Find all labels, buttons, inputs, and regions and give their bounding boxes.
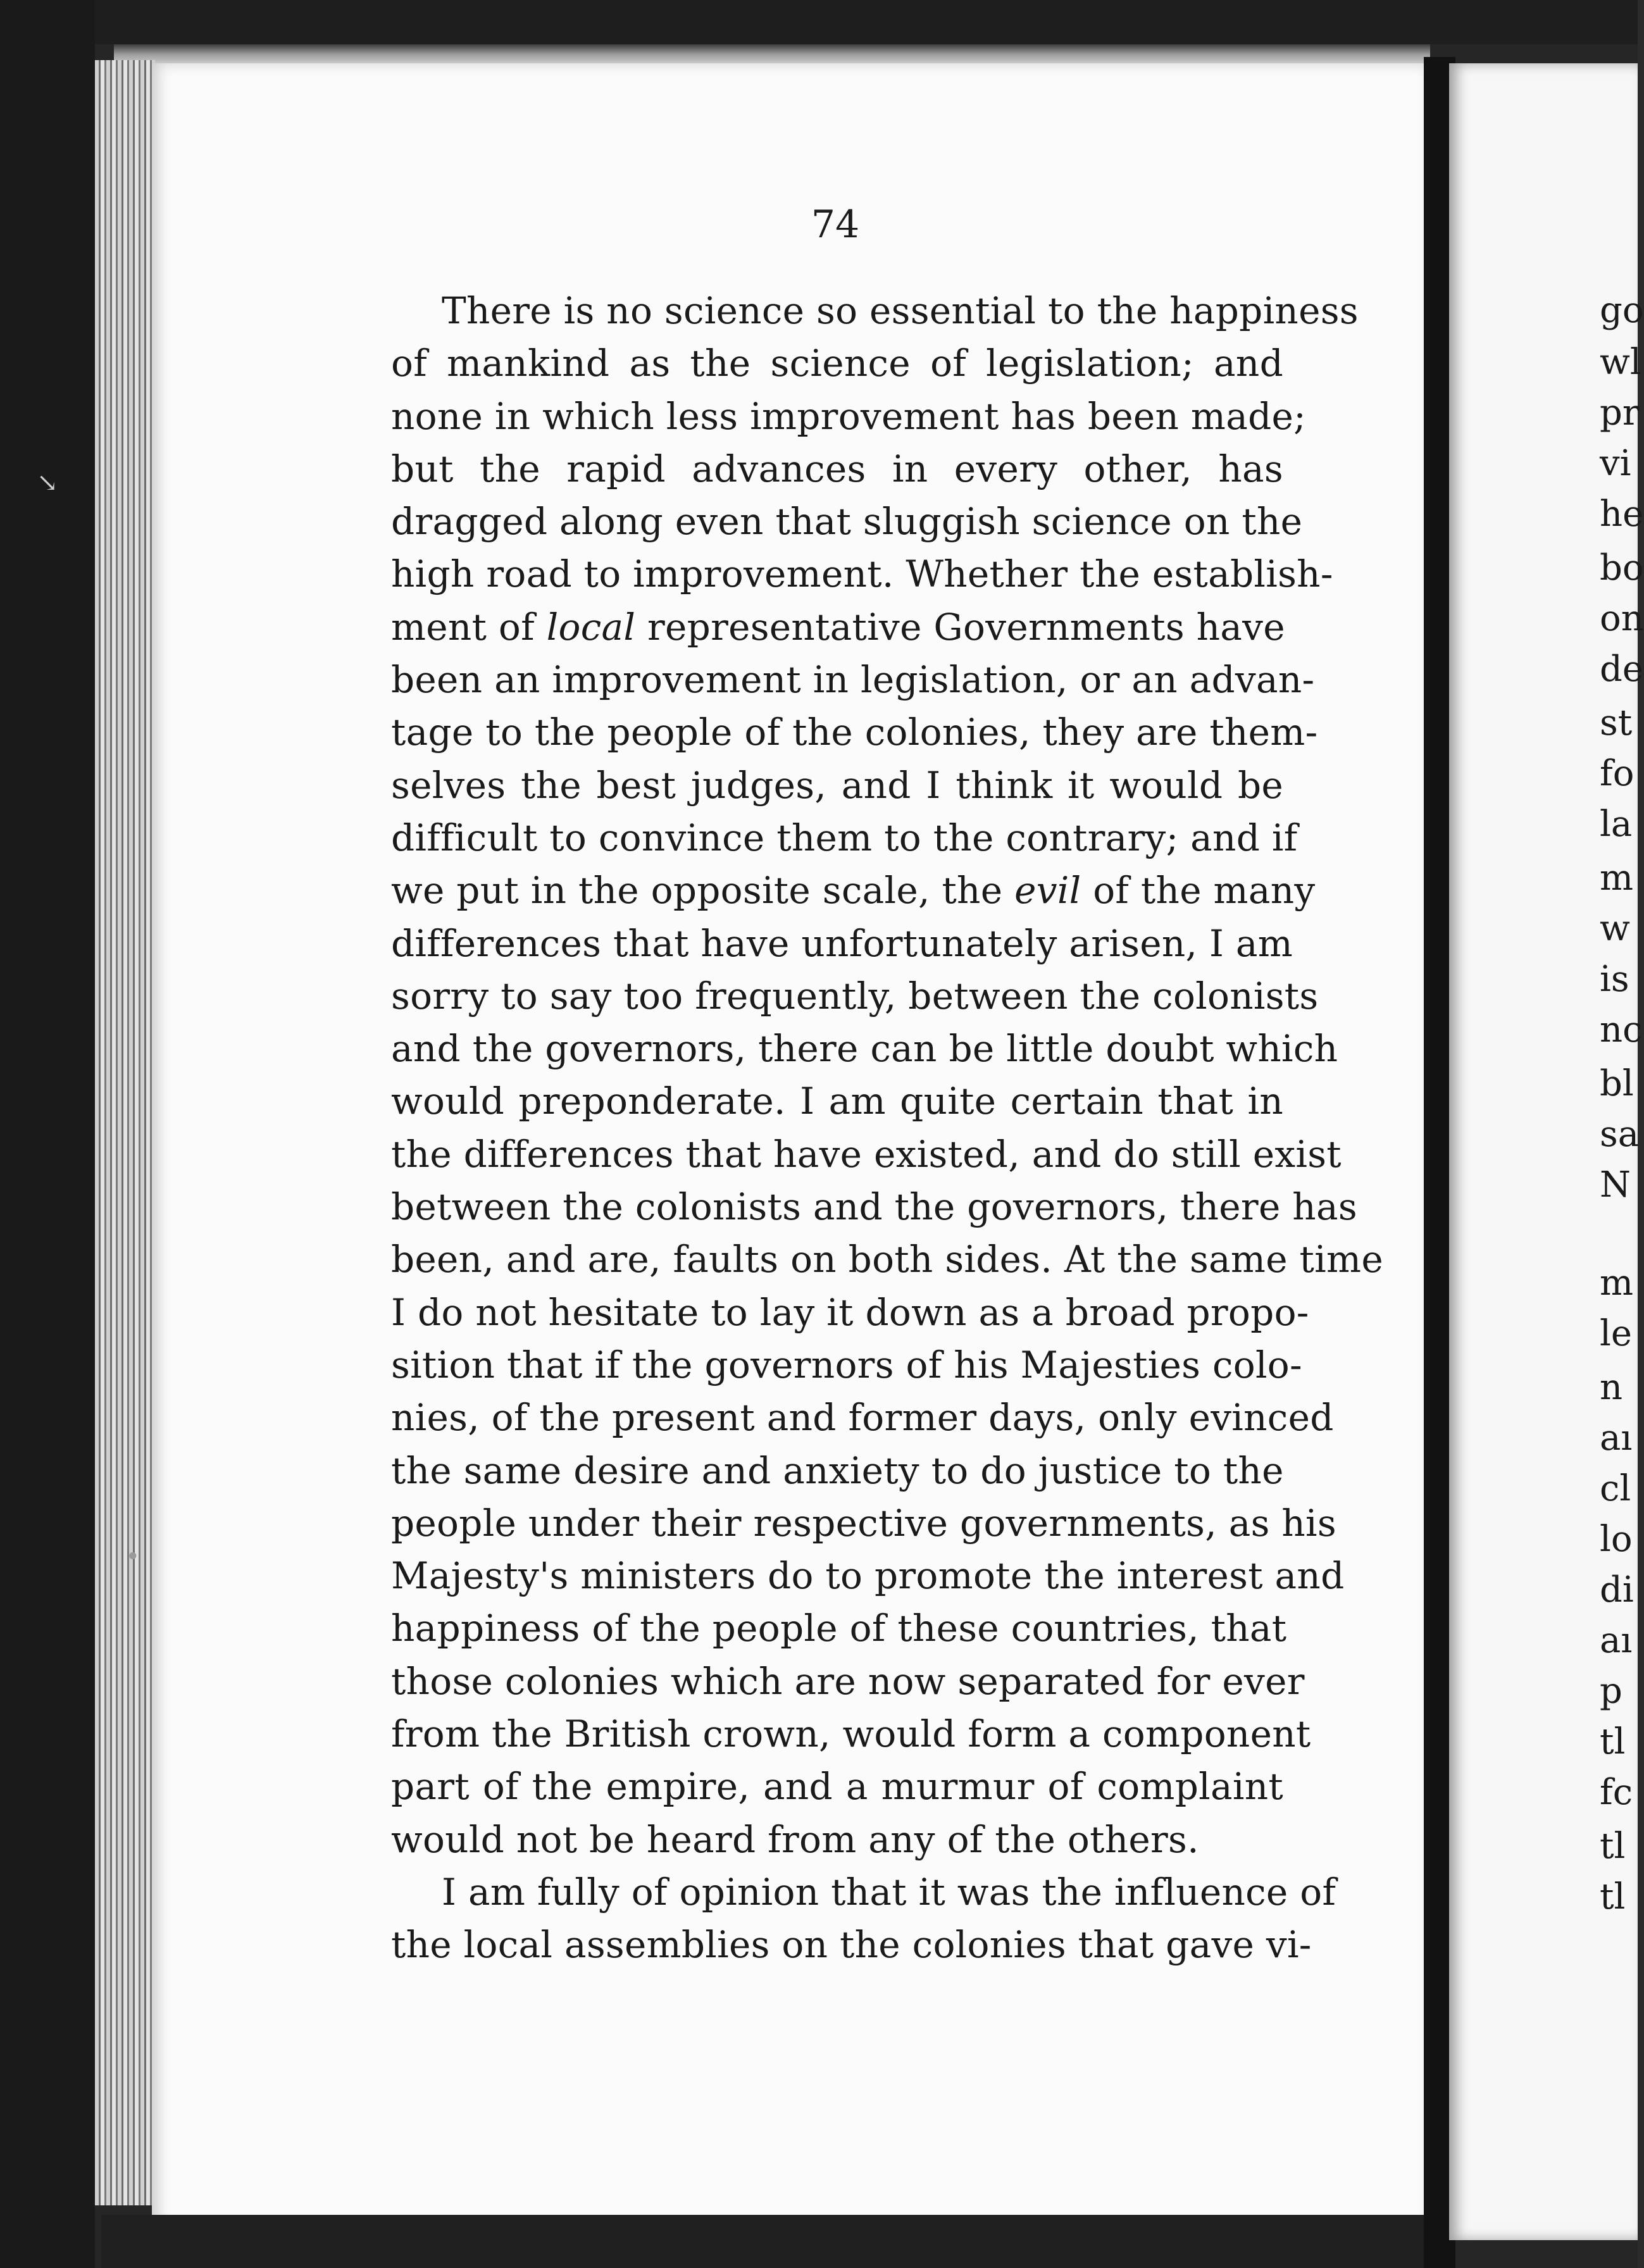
- facing-page-fragment: aı: [1600, 1620, 1633, 1661]
- facing-page-fragment: de: [1600, 649, 1643, 690]
- text-segment: we put in the opposite scale, the: [391, 869, 1015, 913]
- facing-page-fragment: w: [1600, 908, 1630, 949]
- text-line: I am fully of opinion that it was the influence of: [442, 1870, 1336, 1914]
- facing-page-fragment: bo: [1600, 547, 1644, 589]
- text-segment: ment of: [391, 605, 547, 649]
- italic-word: local: [546, 605, 636, 649]
- body-text: [391, 285, 1383, 1972]
- text-line: part of the empire, and a murmur of complaint: [391, 1765, 1283, 1809]
- facing-page-fragment: lo: [1600, 1519, 1633, 1560]
- italic-word: evil: [1014, 869, 1081, 913]
- facing-page-fragment: le: [1600, 1313, 1633, 1354]
- facing-page-fragment: wl: [1600, 342, 1641, 383]
- text-line: people under their respective governments, as his: [391, 1501, 1336, 1545]
- facing-page-fragment: st: [1600, 702, 1633, 744]
- facing-page-fragment: aı: [1600, 1418, 1633, 1459]
- text-line: [391, 864, 1316, 917]
- text-line: I do not hesitate to lay it down as a broad propo-: [391, 1290, 1309, 1334]
- text-line: been, and are, faults on both sides. At the same time: [391, 1238, 1383, 1281]
- scan-speck: ∙: [127, 1541, 139, 1570]
- text-line: none in which less improvement has been made;: [391, 394, 1306, 438]
- text-line: between the colonists and the governors, there has: [391, 1185, 1357, 1229]
- facing-page-fragment: N: [1600, 1164, 1631, 1206]
- text-line: selves the best judges, and I think it would be: [391, 763, 1283, 807]
- text-line: tage to the people of the colonies, they are them-: [391, 711, 1318, 754]
- text-line: would not be heard from any of the others.: [391, 1817, 1199, 1861]
- text-line: the same desire and anxiety to do justice to the: [391, 1449, 1284, 1492]
- facing-page-fragment: fc: [1600, 1772, 1633, 1813]
- text-line: and the governors, there can be little doubt which: [391, 1027, 1338, 1071]
- facing-page-fragment: la: [1600, 804, 1633, 845]
- scan-speck: ↘: [37, 468, 58, 497]
- scan-left-border: [0, 0, 95, 2268]
- scan-bottom-border: [101, 2215, 1443, 2268]
- scan-top-border: [0, 0, 1638, 44]
- facing-page-fragment: m: [1600, 857, 1634, 899]
- facing-page-fragment: is: [1600, 959, 1629, 1000]
- facing-page-fragment: m: [1600, 1262, 1634, 1304]
- text-line: dragged along even that sluggish science on the: [391, 500, 1303, 544]
- text-line: from the British crown, would form a component: [391, 1712, 1311, 1756]
- text-line: Majesty's ministers do to promote the interest and: [391, 1554, 1345, 1598]
- page-number: 74: [811, 202, 860, 247]
- text-line: of mankind as the science of legislation; and: [391, 342, 1283, 385]
- text-line: would preponderate. I am quite certain that in: [391, 1080, 1283, 1123]
- facing-page-fragment: vi: [1600, 443, 1631, 484]
- text-line: [391, 601, 1283, 654]
- facing-page-fragment: n: [1600, 1367, 1623, 1408]
- facing-page-fragment: tl: [1600, 1876, 1626, 1917]
- text-segment: representative Governments have: [635, 605, 1285, 649]
- facing-page-fragment: nc: [1600, 1009, 1643, 1050]
- text-line: There is no science so essential to the happiness: [442, 289, 1359, 332]
- text-line: those colonies which are now separated for ever: [391, 1659, 1305, 1703]
- text-line: high road to improvement. Whether the establish-: [391, 552, 1333, 596]
- text-line: differences that have unfortunately arisen, I am: [391, 921, 1293, 965]
- facing-page-fragment: cl: [1600, 1468, 1631, 1509]
- text-line: been an improvement in legislation, or an advan-: [391, 658, 1315, 702]
- facing-page-fragment: pr: [1600, 392, 1640, 433]
- book-top-edge: [114, 44, 1430, 65]
- text-line: sition that if the governors of his Majesties colo-: [391, 1343, 1302, 1386]
- facing-page-fragment: p: [1600, 1671, 1622, 1712]
- facing-page-fragment: di: [1600, 1569, 1634, 1611]
- text-line: sorry to say too frequently, between the colonists: [391, 974, 1319, 1018]
- facing-page-fragment: bl: [1600, 1063, 1634, 1104]
- facing-page-fragment: go: [1600, 290, 1644, 331]
- text-line: but the rapid advances in every other, has: [391, 447, 1283, 490]
- book-page-edges: [95, 60, 155, 2205]
- facing-page-fragment: fo: [1600, 753, 1635, 794]
- text-line: difficult to convince them to the contrary; and if: [391, 816, 1298, 859]
- facing-page-fragment: he: [1600, 494, 1644, 535]
- facing-page-fragment: on: [1600, 598, 1644, 639]
- text-line: nies, of the present and former days, only evinced: [391, 1396, 1334, 1440]
- facing-page-fragment: tl: [1600, 1721, 1626, 1762]
- text-segment: of the many: [1081, 869, 1316, 913]
- facing-page-fragment: tl: [1600, 1826, 1626, 1867]
- text-line: happiness of the people of these countries, that: [391, 1607, 1287, 1650]
- text-line: the local assemblies on the colonies that gave vi-: [391, 1923, 1312, 1967]
- facing-page-fragment: sa: [1600, 1114, 1640, 1155]
- text-line: the differences that have existed, and do still exist: [391, 1132, 1342, 1176]
